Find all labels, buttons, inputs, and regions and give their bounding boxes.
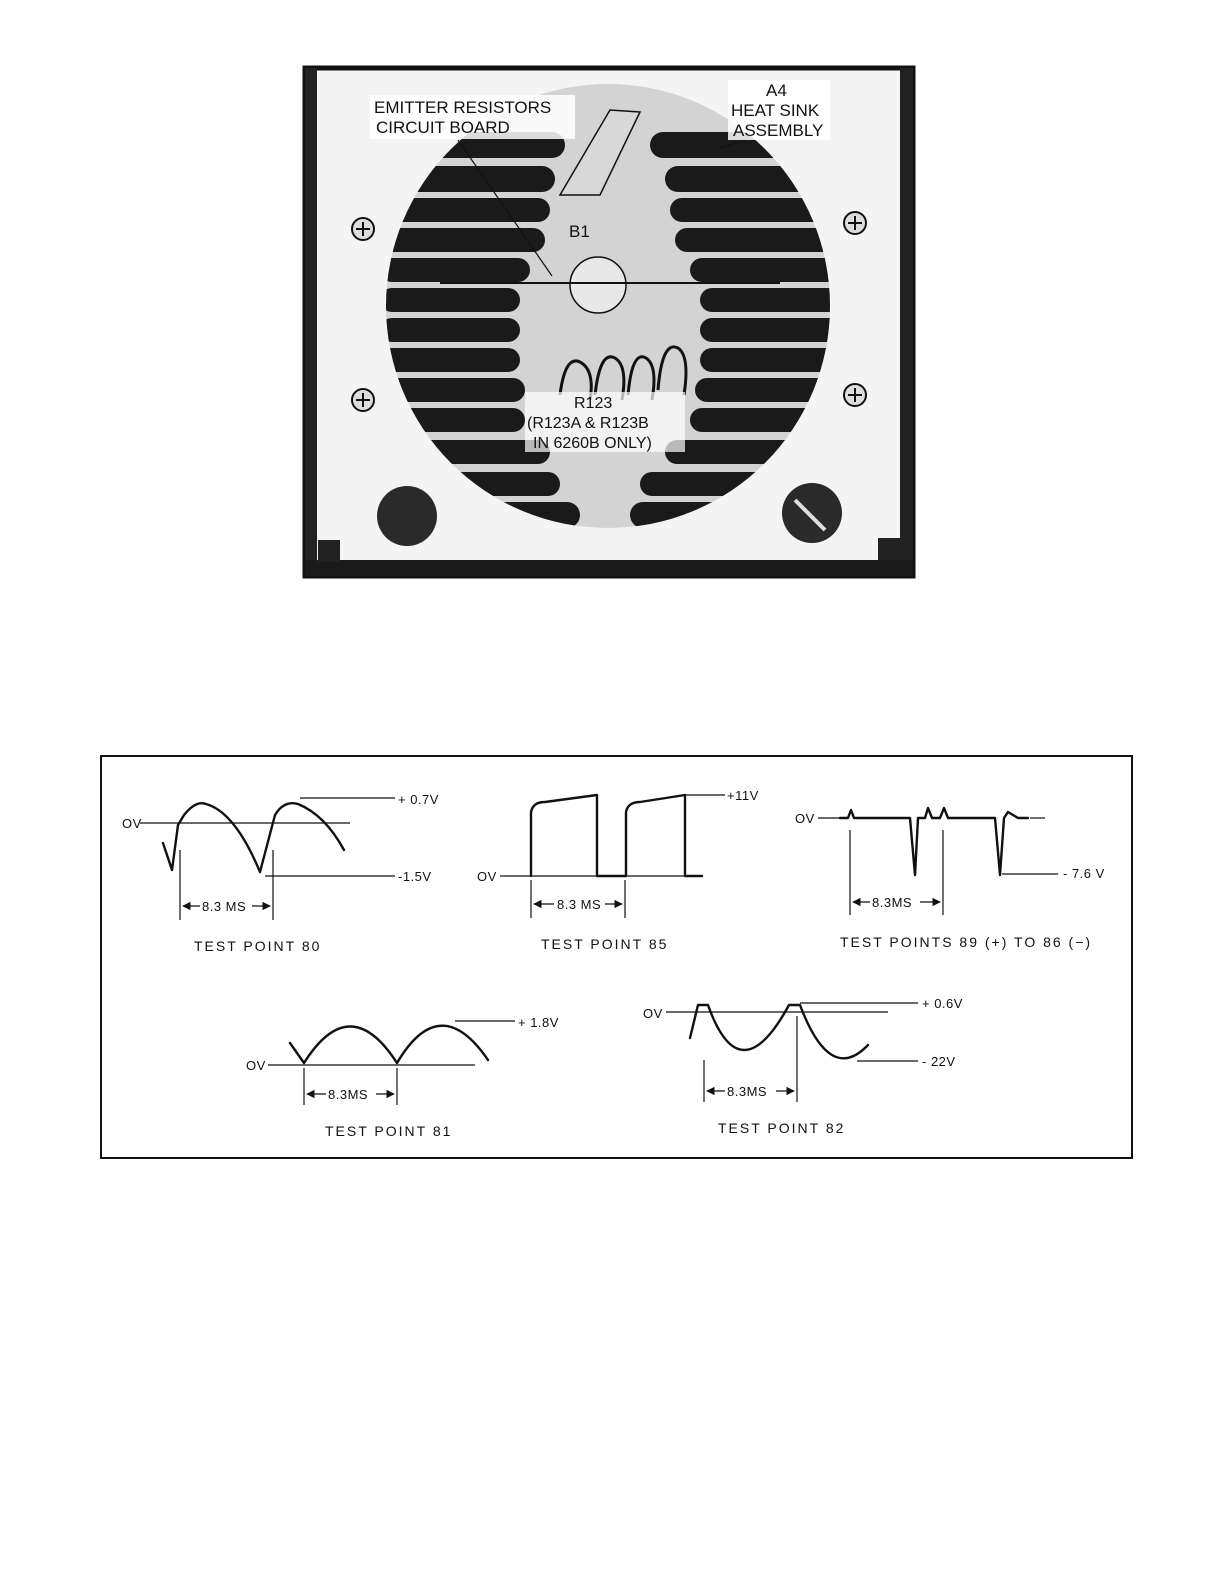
tp80-trace [163,803,344,872]
tp85-trace [531,795,702,876]
waveform-tp89 [795,808,1105,950]
waveform-tp81 [246,1015,559,1139]
bottom-rail [305,560,913,576]
heat-sink-label: HEAT SINK [731,101,820,120]
tp82-period-label: 8.3MS [727,1084,768,1099]
tp82-trough-label: - 22V [922,1054,956,1069]
heat-sink-photo [305,68,913,576]
waveform-panel [101,756,1132,1158]
tp85-zero-label: OV [477,869,497,884]
tp89-caption: TEST POINTS 89 (+) TO 86 (−) [840,934,1093,950]
tp89-zero-label: OV [795,811,815,826]
tp81-period-label: 8.3MS [328,1087,369,1102]
assembly-label: ASSEMBLY [733,121,824,140]
a4-label: A4 [766,81,787,100]
tp85-peak-label: +11V [727,788,759,803]
emitter-label-line1: EMITTER RESISTORS [374,98,552,117]
r123-label-line3: IN 6260B ONLY) [533,435,652,452]
tp85-period-label: 8.3 MS [557,897,602,912]
tp82-zero-label: OV [643,1006,663,1021]
tp89-period-label: 8.3MS [872,895,913,910]
left-rail [305,68,317,576]
tp81-caption: TEST POINT 81 [325,1123,453,1139]
tp80-caption: TEST POINT 80 [194,938,322,954]
tp81-trace [290,1026,488,1063]
tp89-trough-label: - 7.6 V [1063,866,1105,881]
tp81-zero-label: OV [246,1058,266,1073]
grommet-left [377,486,437,546]
r123-label-line1: R123 [574,395,613,412]
tp82-caption: TEST POINT 82 [718,1120,846,1136]
waveform-tp85 [477,788,759,952]
tp80-trough-label: -1.5V [398,869,432,884]
tp82-peak-label: + 0.6V [922,996,963,1011]
tp89-trace [840,808,1028,875]
tp85-caption: TEST POINT 85 [541,936,669,952]
emitter-label-line2: CIRCUIT BOARD [376,118,510,137]
waveform-tp80 [122,792,439,954]
tp80-period-label: 8.3 MS [202,899,247,914]
tp80-peak-label: + 0.7V [398,792,439,807]
tp82-trace [690,1005,868,1058]
fan-hub [570,257,626,313]
b1-label: B1 [569,222,590,241]
r123-label-line2: (R123A & R123B [527,415,649,432]
tp81-peak-label: + 1.8V [518,1015,559,1030]
waveform-tp82 [643,996,963,1136]
tp80-zero-label: OV [122,816,142,831]
right-rail [900,68,913,576]
grommet-right [782,483,842,543]
